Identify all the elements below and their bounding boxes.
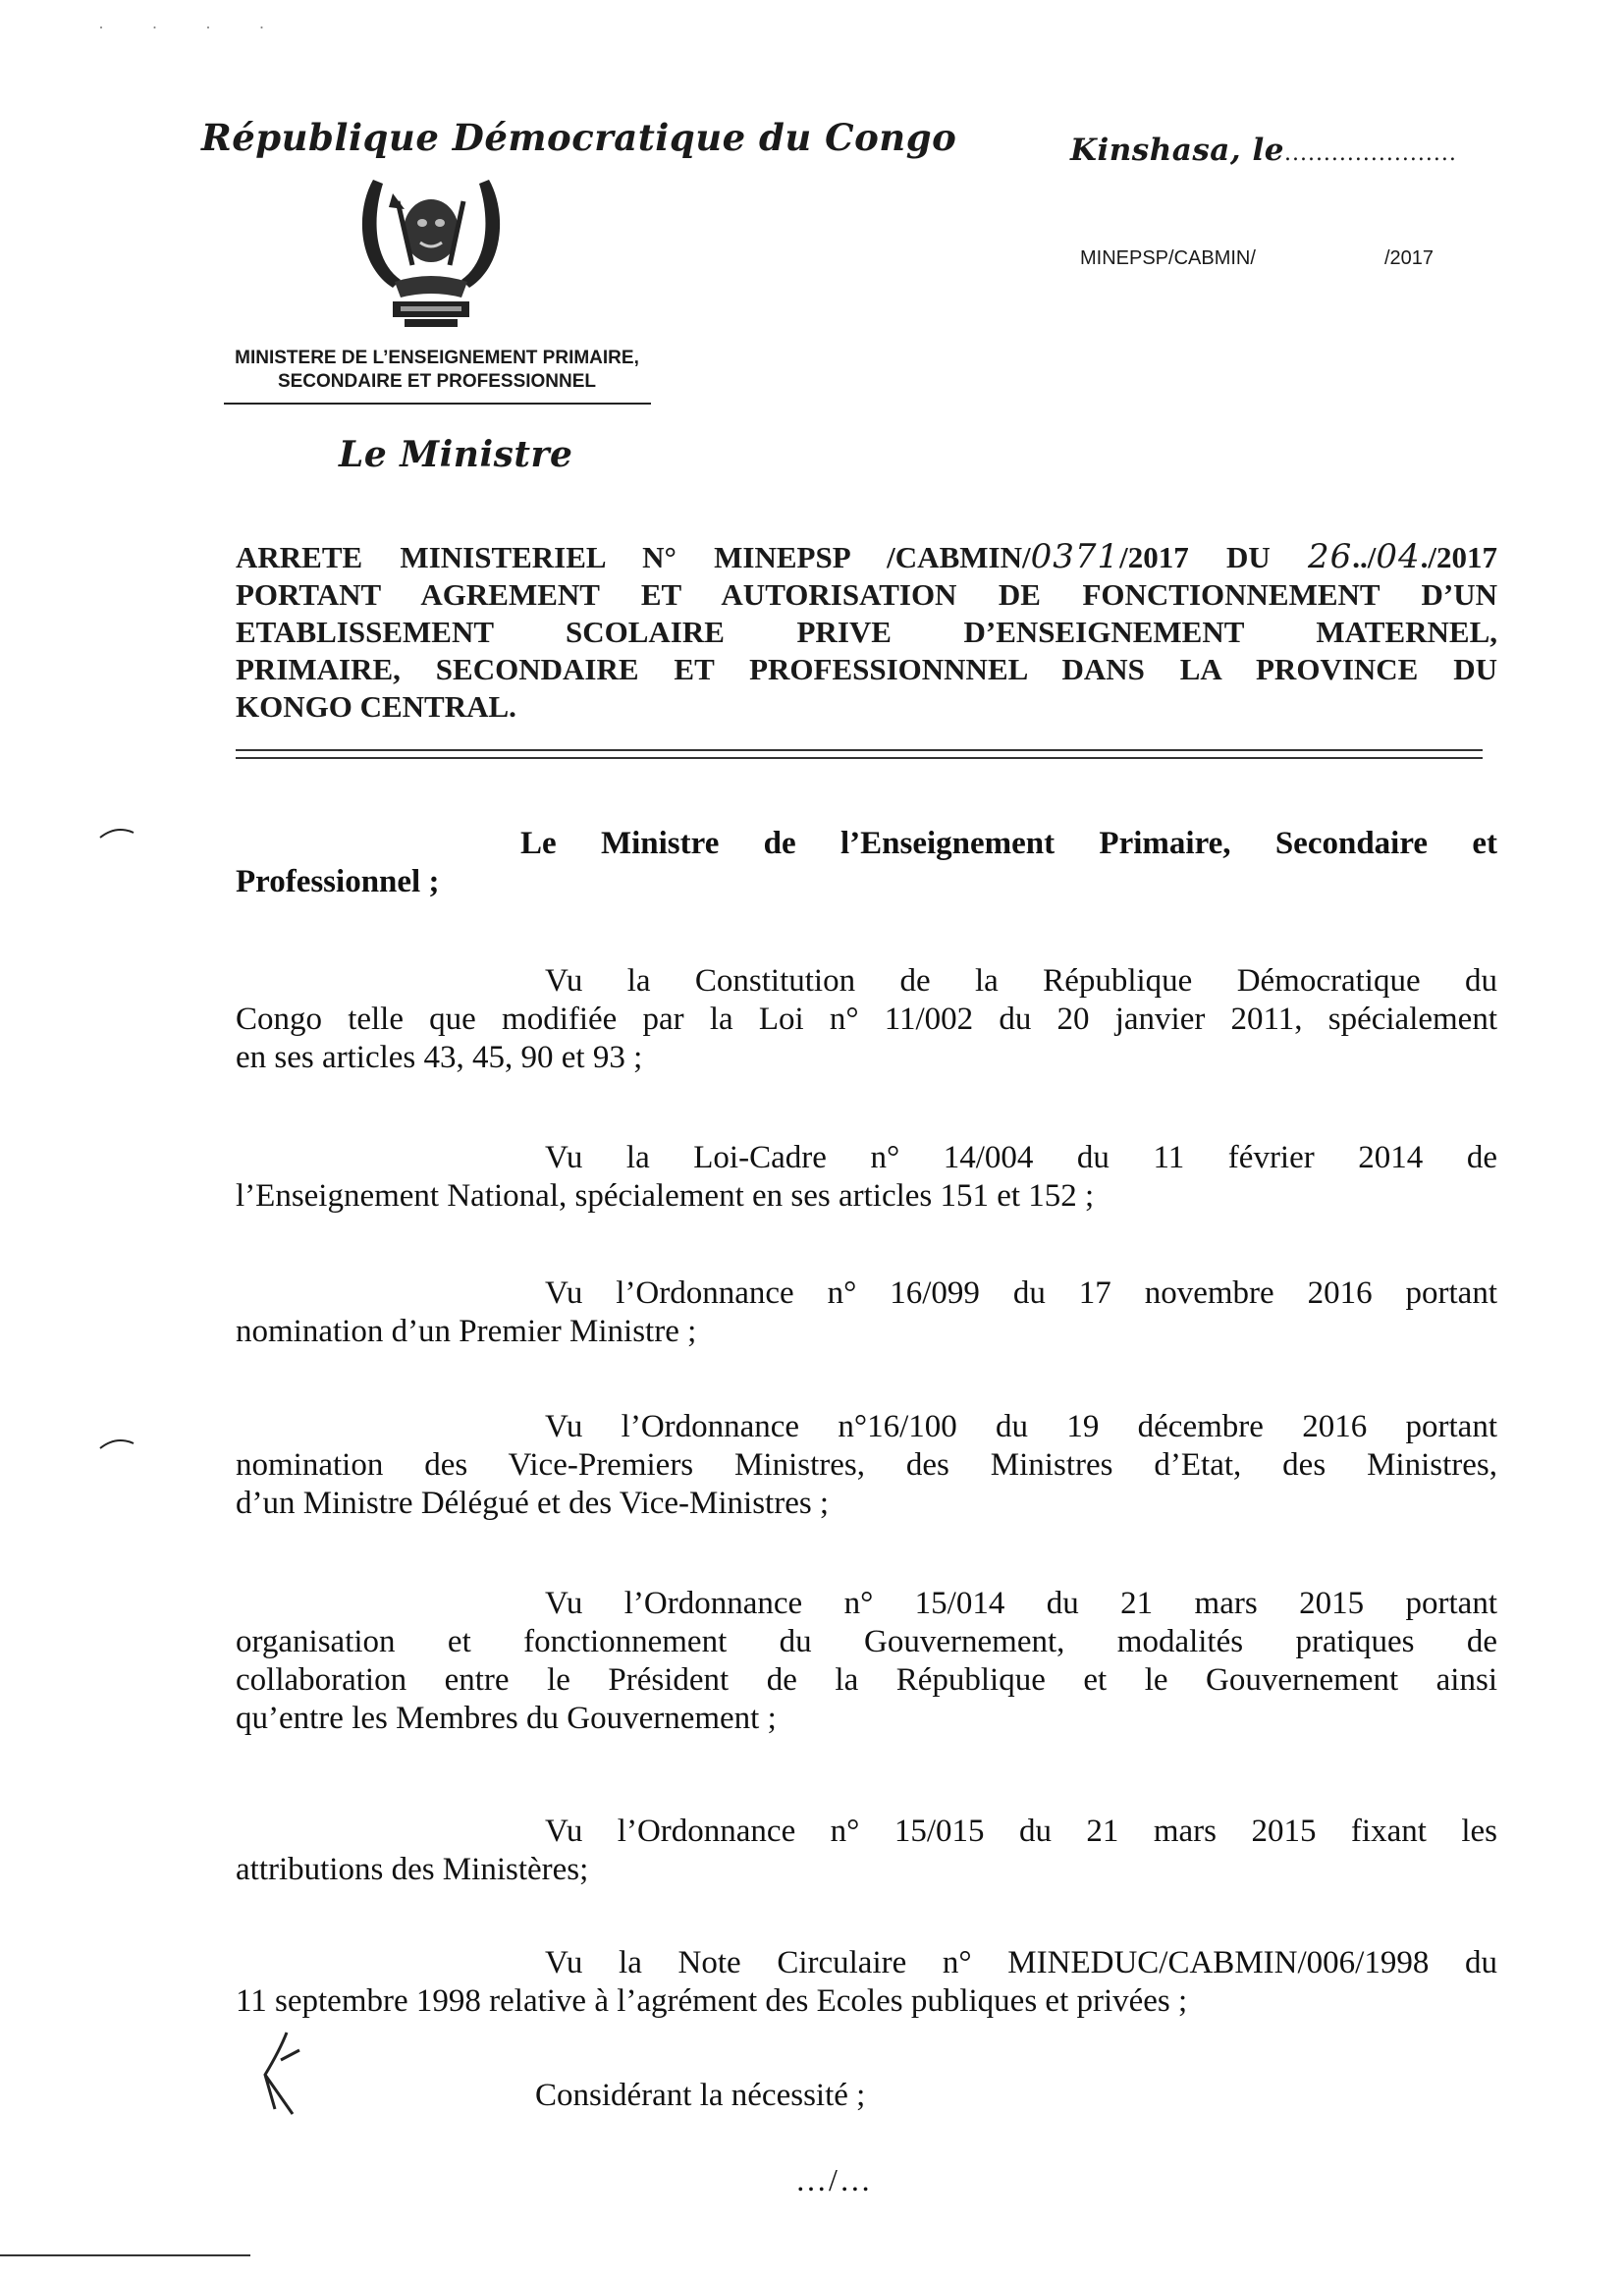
preamble-minister: [236, 825, 1497, 901]
recital-line: collaboration entre le Président de la République et le Gouvernement ainsi: [236, 1662, 1497, 1698]
reference-prefix: MINEPSP/CABMIN/: [1080, 247, 1256, 269]
recital-line: Vu la Constitution de la République Démocratique du: [545, 963, 1497, 999]
footer-rule: [0, 2254, 250, 2256]
recital-line: Vu l’Ordonnance n°16/100 du 19 décembre 2016 portant: [545, 1409, 1497, 1444]
place-date-line: [1070, 133, 1457, 168]
decree-year-label: /2017 DU: [1119, 540, 1308, 574]
decree-title: [236, 538, 1497, 726]
handwritten-month: 04: [1376, 537, 1421, 576]
recital-line: d’un Ministre Délégué et des Vice-Ministres ;: [236, 1486, 830, 1521]
considerant-text: Considérant la nécessité ;: [535, 2078, 866, 2113]
recital-line: l’Enseignement National, spécialement en ses articles 151 et 152 ;: [236, 1178, 1095, 1214]
margin-tick-mark: [98, 1434, 137, 1453]
date-placeholder: ......................: [1283, 141, 1457, 166]
decree-title-line3: ETABLISSEMENT SCOLAIRE PRIVE D’ENSEIGNEMENT MATERNEL,: [236, 615, 1497, 649]
recital-ordonnance-15-015: [236, 1813, 1497, 1889]
reference-year: /2017: [1384, 247, 1435, 269]
ministry-underline: [224, 403, 651, 405]
recital-note-circulaire: [236, 1944, 1497, 2021]
handwritten-day: 26: [1307, 537, 1353, 576]
ministry-name-line2: SECONDAIRE ET PROFESSIONNEL: [277, 371, 597, 392]
decree-title-prefix: ARRETE MINISTERIEL N° MINEPSP /CABMIN/: [236, 540, 1031, 574]
recital-line: en ses articles 43, 45, 90 et 93 ;: [236, 1040, 643, 1075]
reference-number: [1080, 247, 1458, 270]
decree-title-line2: PORTANT AGREMENT ET AUTORISATION DE FONCTIONNEMENT D’UN: [236, 577, 1497, 612]
recital-line: Vu l’Ordonnance n° 15/015 du 21 mars 2015 fixant les: [545, 1814, 1497, 1849]
margin-tick-mark: [98, 823, 137, 842]
recital-line: organisation et fonctionnement du Gouvernement, modalités pratiques de: [236, 1624, 1497, 1659]
recital-line: Vu l’Ordonnance n° 16/099 du 17 novembre 2016 portant: [545, 1275, 1497, 1311]
recital-constitution: [236, 962, 1497, 1077]
decree-title-line4: PRIMAIRE, SECONDAIRE ET PROFESSIONNNEL DANS LA PROVINCE DU: [236, 652, 1497, 686]
recital-line: Vu la Note Circulaire n° MINEDUC/CABMIN/006/1998 du: [545, 1945, 1497, 1980]
ministry-name-line1: MINISTERE DE L’ENSEIGNEMENT PRIMAIRE,: [235, 348, 639, 368]
scan-specks: · · · ·: [98, 18, 287, 37]
recital-line: Congo telle que modifiée par la Loi n° 11/002 du 20 janvier 2011, spécialement: [236, 1002, 1497, 1037]
recital-ordonnance-15-014: [236, 1585, 1497, 1738]
recital-line: nomination des Vice-Premiers Ministres, des Ministres d’Etat, des Ministres,: [236, 1447, 1497, 1483]
decree-title-line5: KONGO CENTRAL.: [236, 689, 516, 724]
recital-line: attributions des Ministères;: [236, 1852, 589, 1887]
recital-line: Vu l’Ordonnance n° 15/014 du 21 mars 2015 portant: [545, 1586, 1497, 1621]
place-label: Kinshasa, le: [1070, 133, 1284, 168]
coat-of-arms-emblem: [353, 172, 509, 329]
considerant-clause: [236, 2077, 1497, 2115]
recital-line: nomination d’un Premier Ministre ;: [236, 1314, 697, 1349]
preamble-line1: Le Ministre de l’Enseignement Primaire, Secondaire et: [520, 826, 1497, 861]
preamble-line2: Professionnel ;: [236, 864, 440, 899]
title-double-rule: [236, 749, 1483, 759]
date-separator: ../: [1352, 540, 1377, 574]
date-year: ./2017: [1420, 540, 1498, 574]
handwritten-decree-number: 0371: [1030, 537, 1120, 576]
recital-loi-cadre: [236, 1139, 1497, 1216]
recital-line: Vu la Loi-Cadre n° 14/004 du 11 février 2014 de: [545, 1140, 1497, 1175]
page-continuation-mark: …/…: [795, 2162, 873, 2197]
recital-ordonnance-16-099: [236, 1274, 1497, 1351]
republic-heading: République Démocratique du Congo: [201, 116, 957, 159]
recital-line: 11 septembre 1998 relative à l’agrément des Ecoles publiques et privées ;: [236, 1983, 1188, 2019]
signatory-title: Le Ministre: [339, 434, 573, 475]
decree-title-line1: [236, 538, 1497, 576]
recital-ordonnance-16-100: [236, 1408, 1497, 1523]
ministry-name: [196, 347, 677, 394]
recital-line: qu’entre les Membres du Gouvernement ;: [236, 1701, 777, 1736]
